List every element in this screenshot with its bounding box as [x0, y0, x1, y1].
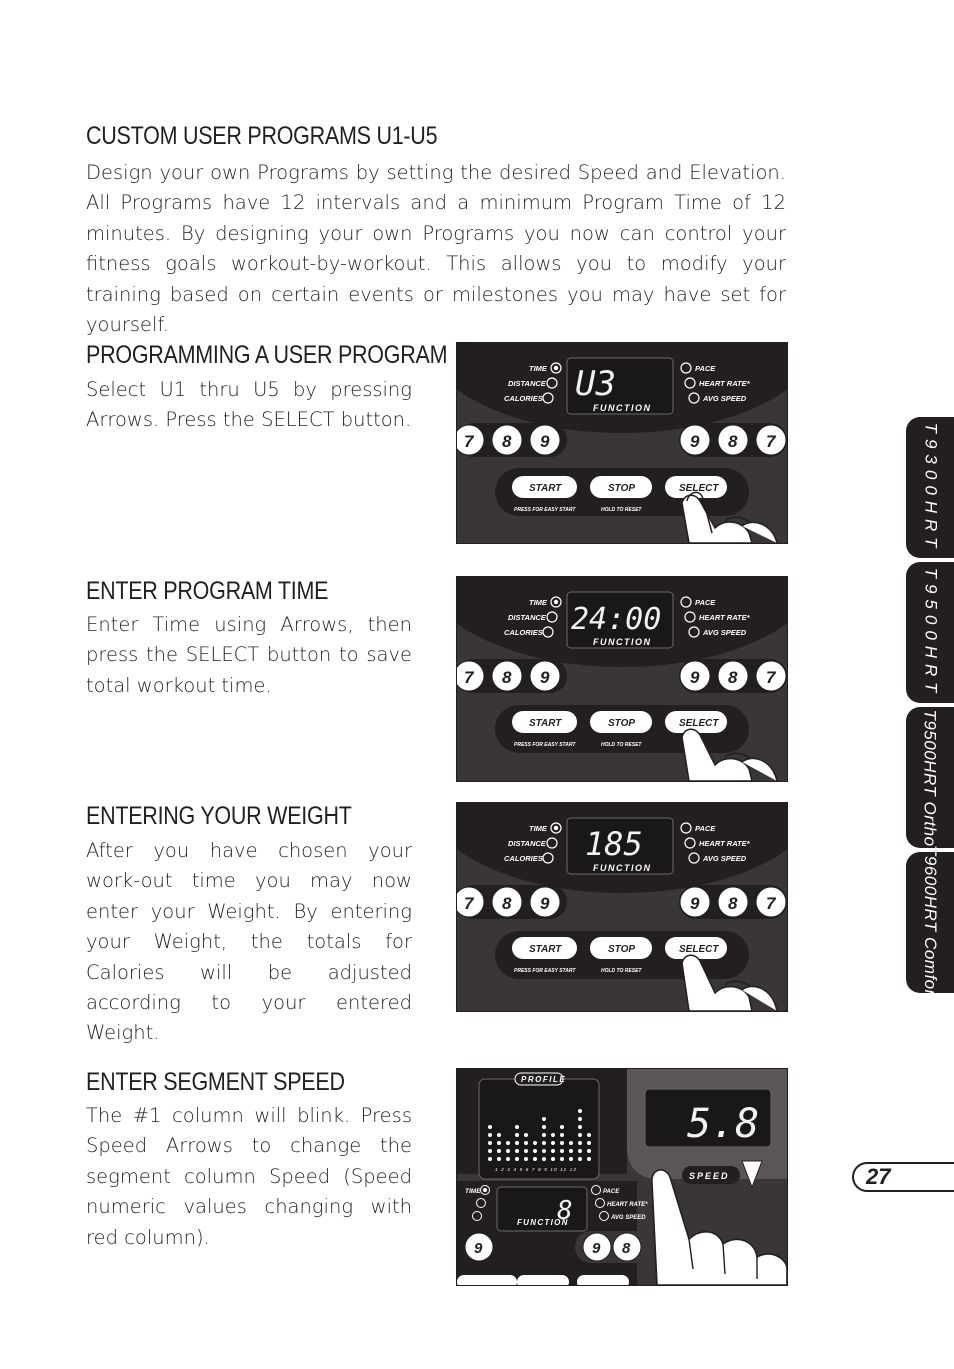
avg-speed-label: AVG SPEED — [703, 854, 747, 863]
key-9-right: 9 — [690, 432, 700, 451]
heading-custom-user-programs: CUSTOM USER PROGRAMS U1-U5 — [86, 122, 438, 150]
select-button: SELECT — [679, 483, 719, 494]
press-easy-start-label: PRESS FOR EASY START — [514, 507, 576, 513]
function-label: FUNCTION — [517, 1218, 569, 1227]
function-label: FUNCTION — [593, 637, 652, 647]
pace-label: PACE — [695, 364, 716, 373]
calories-label: CALORIES — [504, 394, 543, 403]
side-tab-label: T9600HRT Comfort — [921, 844, 941, 1001]
side-tab-label: T9500HRT — [921, 567, 940, 698]
profile-label: PROFILE — [521, 1075, 567, 1084]
page-number-badge — [848, 1162, 954, 1192]
key-9-left: 9 — [540, 432, 550, 451]
avg-speed-label: AVG SPEED — [611, 1215, 646, 1221]
speed-display-readout: 5.8 — [687, 1101, 760, 1147]
display-readout: U3 — [575, 364, 616, 404]
start-button: START — [529, 718, 562, 729]
paragraph-custom-user-programs: Design your own Programs by setting the desired Speed and Elevation. All Programs have 12 intervals and a minimum Program Time of 12 minutes. By designing your own Programs you now can control your fitness goals workout-by-workout. This allows you to modify your training based on certain events or milestones you may have set for yourself. — [86, 161, 786, 337]
heart-rate-label: HEART RATE* — [699, 839, 750, 848]
heading-programming-user-program: PROGRAMMING A USER PROGRAM — [86, 341, 448, 369]
start-button: START — [529, 483, 562, 494]
key-8-left: 8 — [502, 432, 512, 451]
key-8-left: 8 — [502, 668, 512, 687]
side-tab-t9500hrt[interactable] — [906, 562, 954, 703]
avg-speed-label: AVG SPEED — [703, 628, 747, 637]
key-7-left: 7 — [464, 894, 474, 913]
console-illustration-u3 — [456, 342, 788, 544]
key-9-right: 9 — [592, 1240, 601, 1257]
heart-rate-label: HEART RATE* — [607, 1202, 648, 1208]
distance-label: DISTANCE — [508, 839, 546, 848]
time-label: TIME — [529, 364, 547, 373]
paragraph-entering-your-weight: After you have chosen your work-out time you may now enter your Weight. By entering your Weight, the totals for Calories will be adjusted according to your entered Weight. — [86, 839, 412, 1045]
key-7-right: 7 — [766, 894, 776, 913]
heading-enter-segment-speed: ENTER SEGMENT SPEED — [86, 1068, 345, 1096]
key-9-right: 9 — [690, 668, 700, 687]
key-9-left: 9 — [474, 1240, 483, 1257]
function-display-readout: 8 — [557, 1196, 573, 1226]
side-tab-t9600hrt-comfort[interactable] — [906, 844, 954, 1001]
hold-reset-label: HOLD TO RESET — [601, 507, 642, 513]
distance-label: DISTANCE — [508, 379, 546, 388]
select-button: SELECT — [679, 718, 719, 729]
stop-button: STOP — [608, 718, 636, 729]
distance-label: DISTANCE — [508, 613, 546, 622]
paragraph-enter-program-time: Enter Time using Arrows, then press the SELECT button to save total workout time. — [86, 613, 412, 697]
heading-enter-program-time: ENTER PROGRAM TIME — [86, 577, 329, 605]
press-easy-start-label: PRESS FOR EASY START — [514, 742, 576, 748]
key-8-right: 8 — [728, 668, 738, 687]
stop-button: STOP — [608, 483, 636, 494]
side-tab-t9500hrt-ortho[interactable] — [906, 707, 954, 848]
page-number: 27 — [866, 1164, 891, 1189]
heart-rate-label: HEART RATE* — [699, 613, 750, 622]
key-7-right: 7 — [766, 432, 776, 451]
paragraph-enter-segment-speed: The #1 column will blink. Press Speed Arrows to change the segment column Speed (Speed numeric values changing with red column). — [86, 1104, 412, 1249]
key-8-right: 8 — [728, 894, 738, 913]
calories-label: CALORIES — [504, 628, 543, 637]
key-7-left: 7 — [464, 668, 474, 687]
display-readout: 24:00 — [571, 602, 662, 637]
stop-button: STOP — [608, 944, 636, 955]
key-8-right: 8 — [622, 1240, 631, 1257]
key-9-left: 9 — [540, 668, 550, 687]
select-button: SELECT — [679, 944, 719, 955]
hold-reset-label: HOLD TO RESET — [601, 968, 642, 974]
key-7-left: 7 — [464, 432, 474, 451]
paragraph-programming-user-program: Select U1 thru U5 by pressing Arrows. Press the SELECT button. — [86, 378, 412, 432]
press-easy-start-label: PRESS FOR EASY START — [514, 968, 576, 974]
hold-reset-label: HOLD TO RESET — [601, 742, 642, 748]
profile-tick-labels: 1 2 3 4 5 6 7 8 9 10 11 12 — [495, 1167, 578, 1172]
calories-label: CALORIES — [504, 854, 543, 863]
side-tab-label: T9500HRT Ortho — [921, 708, 941, 847]
key-8-right: 8 — [728, 432, 738, 451]
time-label: TIME — [529, 598, 547, 607]
avg-speed-label: AVG SPEED — [703, 394, 747, 403]
console-illustration-weight — [456, 802, 788, 1012]
time-label: TIME — [529, 824, 547, 833]
pace-label: PACE — [603, 1189, 620, 1195]
heart-rate-label: HEART RATE* — [699, 379, 750, 388]
console-illustration-time — [456, 576, 788, 782]
pace-label: PACE — [695, 598, 716, 607]
speed-label: SPEED — [689, 1171, 730, 1181]
time-label: TIME — [465, 1188, 481, 1195]
key-7-right: 7 — [766, 668, 776, 687]
pace-label: PACE — [695, 824, 716, 833]
side-tab-t9300hrt[interactable] — [906, 417, 954, 558]
function-label: FUNCTION — [593, 403, 652, 413]
key-9-left: 9 — [540, 894, 550, 913]
function-label: FUNCTION — [593, 863, 652, 873]
console-illustration-segment-speed — [456, 1068, 788, 1286]
key-9-right: 9 — [690, 894, 700, 913]
side-tab-label: T9300HRT — [921, 422, 940, 553]
start-button: START — [529, 944, 562, 955]
heading-entering-your-weight: ENTERING YOUR WEIGHT — [86, 802, 352, 830]
key-8-left: 8 — [502, 894, 512, 913]
display-readout: 185 — [585, 825, 643, 863]
